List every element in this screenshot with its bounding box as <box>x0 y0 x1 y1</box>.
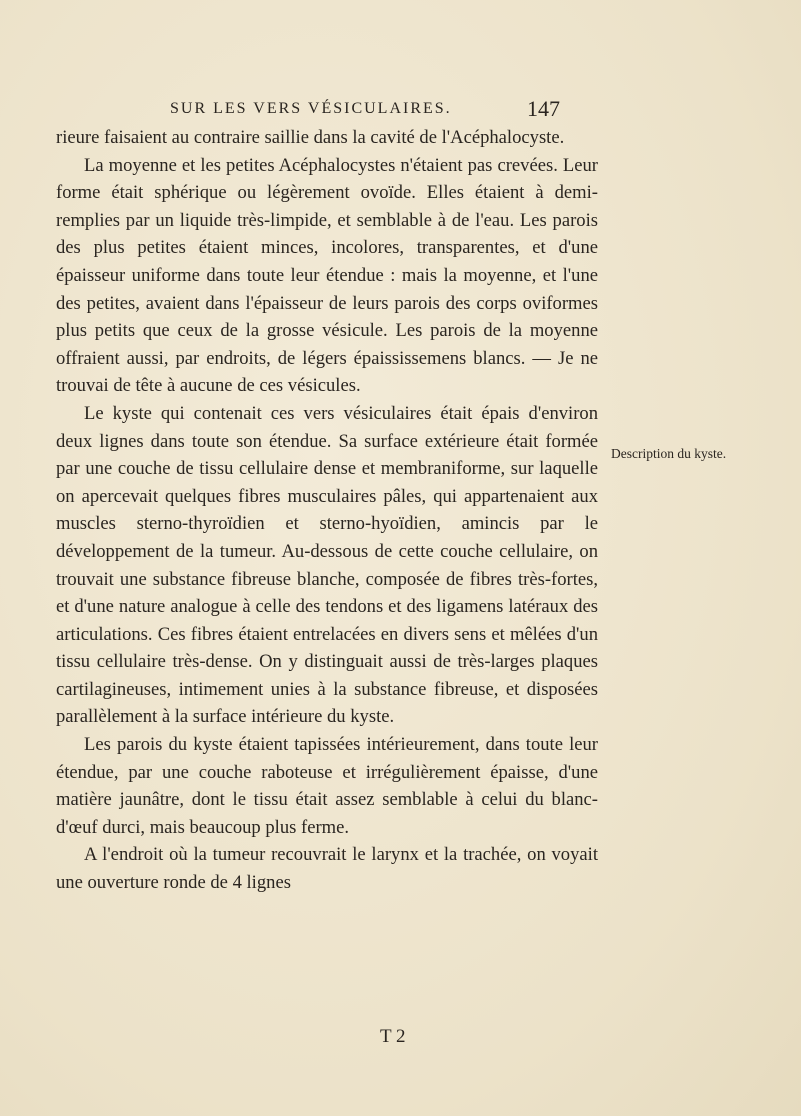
body-text <box>56 124 598 897</box>
paragraph-4: Les parois du kyste étaient tapissées intérieurement, dans toute leur étendue, par une couche raboteuse et irrégulièrement épaisse, d'une matière jaunâtre, dont le tissu était assez semblable à celui du blanc-d'œuf durci, mais beaucoup plus ferme. <box>56 734 598 838</box>
signature-mark: T 2 <box>380 1026 406 1047</box>
running-title: SUR LES VERS VÉSICULAIRES. <box>170 100 452 117</box>
paragraph-3: Le kyste qui contenait ces vers vésiculaires était épais d'environ deux lignes dans toute son étendue. Sa surface extérieure était formée par une couche de tissu cellulaire dense et membraniforme, sur laquelle on apercevait quelques fibres musculaires pâles, qui appartenaient aux muscles sterno-thyroïdien et sterno-hyoïdien, amincis par le développement de la tumeur. Au-dessous de cette couche cellulaire, on trouvait une substance fibreuse blanche, composée de fibres très-fortes, et d'une nature analogue à celle des tendons et des ligamens latéraux des articulations. Ces fibres étaient entrelacées en divers sens et mêlées d'un tissu cellulaire très-dense. On y distinguait aussi de très-larges plaques cartilagineuses, intimement unies à la substance fibreuse, et disposées parallèlement à la surface intérieure du kyste. <box>56 402 598 728</box>
paragraph-5: A l'endroit où la tumeur recouvrait le larynx et la trachée, on voyait une ouverture ronde de 4 lignes <box>56 844 598 894</box>
page-number: 147 <box>527 96 560 121</box>
paragraph-2: La moyenne et les petites Acéphalocystes n'étaient pas crevées. Leur forme était sphérique ou légèrement ovoïde. Elles étaient à demi-remplies par un liquide très-limpide, et semblable à de l'eau. Les parois des plus petites étaient minces, incolores, transparentes, et d'une épaisseur uniforme dans toute leur étendue : mais la moyenne, et l'une des petites, avaient dans l'épaisseur de leurs parois des corps oviformes plus petits que ceux de la grosse vésicule. Les parois de la moyenne offraient aussi, par endroits, de légers épaississemens blancs. — Je ne trouvai de tête à aucune de ces vésicules. <box>56 154 598 397</box>
margin-note: Description du kyste. <box>611 446 727 461</box>
paragraph-1: rieure faisaient au contraire saillie dans la cavité de l'Acéphalocyste. <box>56 127 565 148</box>
